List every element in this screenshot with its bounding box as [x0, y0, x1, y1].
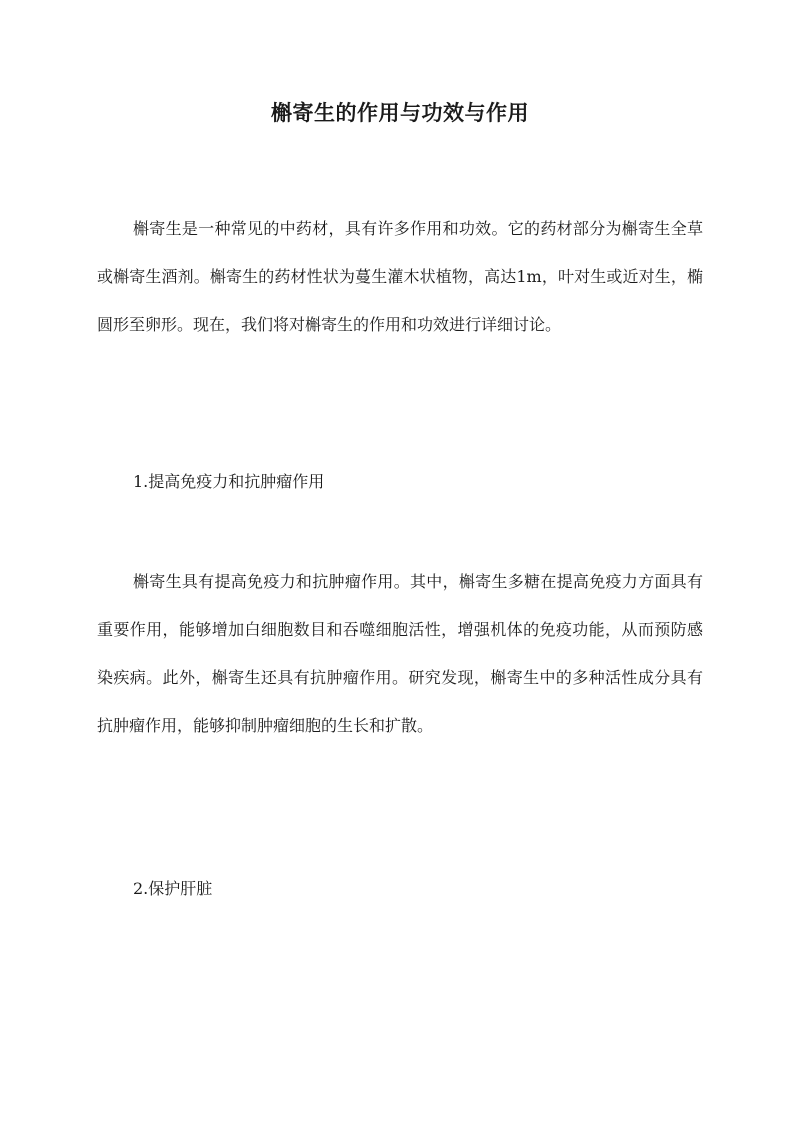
page-title: 槲寄生的作用与功效与作用 — [271, 100, 529, 125]
section-heading-liver: 2.保护肝脏 — [133, 879, 213, 898]
immunity-paragraph: 槲寄生具有提高免疫力和抗肿瘤作用。其中，槲寄生多糖在提高免疫力方面具有重要作用，能够增加白细胞数目和吞噬细胞活性，增强机体的免疫功能，从而预防感染疾病。此外，槲寄生还具有抗肿瘤作用。研究发现，槲寄生中的多种活性成分具有抗肿瘤作用，能够抑制肿瘤细胞的生长和扩散。 — [97, 572, 703, 735]
intro-paragraph: 槲寄生是一种常见的中药材，具有许多作用和功效。它的药材部分为槲寄生全草或槲寄生酒剂。槲寄生的药材性状为蔓生灌木状植物，高达1m，叶对生或近对生，椭圆形至卵形。现在，我们将对槲寄生的作用和功效进行详细讨论。 — [97, 219, 703, 334]
section-heading-immunity: 1.提高免疫力和抗肿瘤作用 — [133, 472, 325, 491]
